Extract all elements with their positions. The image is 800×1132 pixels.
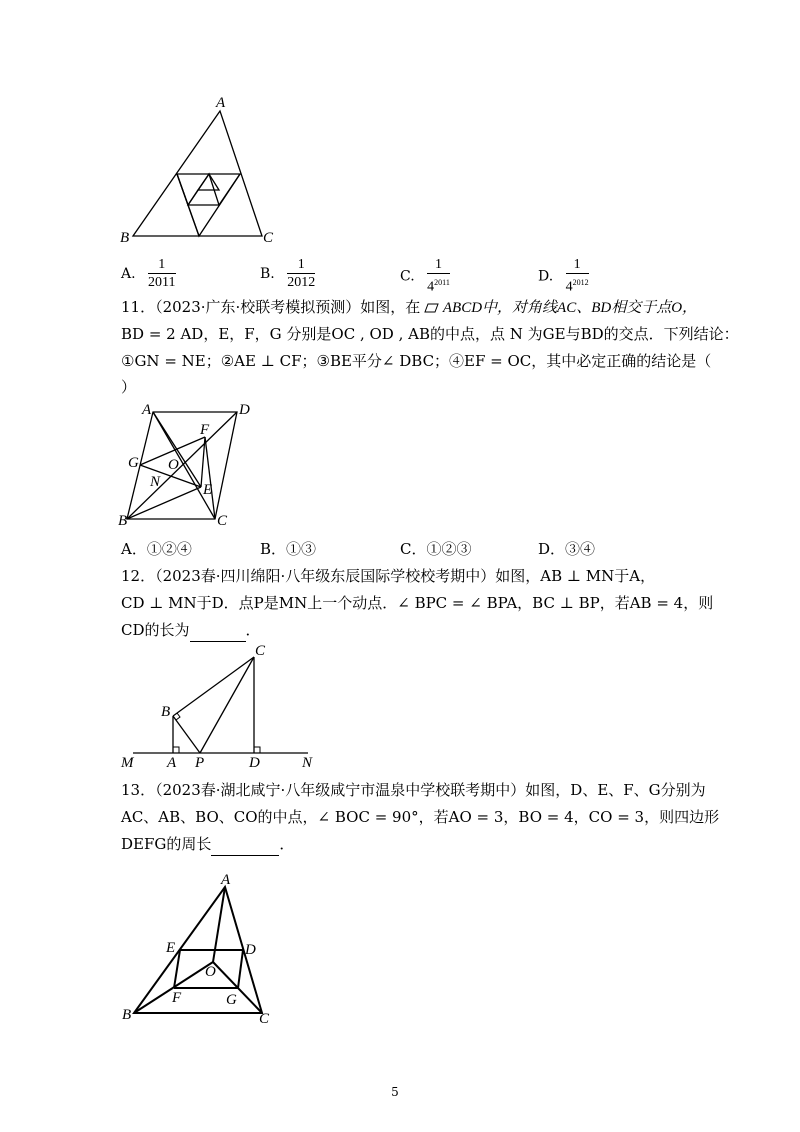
option-text: D．③④ [538, 540, 596, 558]
fraction-numerator: 1 [148, 256, 175, 274]
q11-label-C: C [217, 513, 228, 529]
q10-label-B: B [120, 230, 130, 246]
q12-label-B: B [161, 704, 171, 720]
q11-line4-text: ） [121, 378, 137, 396]
option-text: A．①②④ [121, 540, 192, 558]
q11-label-A: A [142, 402, 152, 418]
q11-line2-text: BD = 2 AD，E，F，G 分别是OC , OD , AB的中点，点 N 为GE与BD的交点．下列结论： [121, 325, 739, 343]
q12-line2-text: CD ⊥ MN于D．点P是MN上一个动点．∠ BPC = ∠ BPA，BC ⊥ BP，若AB = 4，则 [121, 594, 714, 612]
fraction-numerator: 1 [427, 256, 450, 274]
q12-line1-text: 12．（2023春·四川绵阳·八年级东辰国际学校校考期中）如图，AB ⊥ MN于A， [121, 567, 656, 585]
q13-line3-end: ． [279, 835, 295, 853]
q11-label-D: D [239, 402, 250, 418]
fraction-denominator-base: 4 [427, 279, 435, 295]
option-letter: A. [121, 266, 136, 282]
q13-label-O: O [205, 964, 216, 980]
q12-label-M: M [121, 755, 134, 771]
fraction-numerator: 1 [566, 256, 589, 274]
q13-line2-text: AC、AB、BO、CO的中点，∠ BOC = 90°，若AO = 3，BO = 4，CO = 3，则四边形 [121, 808, 720, 826]
q11-line1-rest: ABCD中，对角线AC、BD相交于点O， [442, 300, 698, 316]
q11-number: 11． [121, 298, 156, 316]
page-number: 5 [391, 1085, 399, 1099]
q12-label-A: A [167, 755, 177, 771]
fraction-denominator-exponent: 2012 [572, 278, 589, 287]
q12-label-N: N [302, 755, 313, 771]
q13-label-G: G [226, 992, 237, 1008]
q12-line3-end: ． [245, 621, 261, 639]
q11-source: （2023·广东·校联考模拟预测）如图，在 [155, 298, 421, 316]
option-text: B．①③ [260, 540, 317, 558]
fraction-denominator: 2011 [148, 275, 176, 290]
q13-label-F: F [172, 990, 182, 1006]
q11-label-E: E [203, 482, 213, 498]
q12-label-D: D [249, 755, 260, 771]
q11-label-O: O [168, 457, 179, 473]
q11-label-F: F [200, 422, 210, 438]
option-letter: C. [400, 268, 415, 285]
q13-line1-text: 13．（2023春·湖北咸宁·八年级咸宁市温泉中学校联考期中）如图，D、E、F、G分别为 [121, 781, 706, 799]
q12-line3-text: CD的长为 [121, 621, 190, 639]
q12-label-P: P [195, 755, 205, 771]
fraction-denominator-base: 4 [565, 279, 573, 295]
q13-label-B: B [122, 1007, 132, 1023]
option-text: C．①②③ [400, 540, 472, 558]
q11-label-B: B [118, 513, 128, 529]
q11-label-G: G [128, 455, 139, 471]
fraction-denominator-exponent: 2011 [434, 278, 450, 287]
q11-line3-text: ①GN = NE；②AE ⊥ CF；③BE平分∠ DBC；④EF = OC，其中必定正确的结论是（ [121, 352, 712, 370]
q13-line3-text: DEFG的周长 [121, 835, 212, 853]
option-letter: B. [260, 266, 275, 282]
fraction-denominator: 2012 [287, 275, 316, 290]
option-letter: D. [538, 268, 554, 285]
q13-label-D: D [245, 942, 256, 958]
q12-label-C: C [255, 643, 266, 659]
q10-label-A: A [216, 95, 226, 111]
q11-label-N: N [150, 474, 161, 490]
q13-label-A: A [221, 872, 231, 888]
q13-label-E: E [166, 940, 176, 956]
q10-label-C: C [263, 230, 274, 246]
q13-label-C: C [259, 1011, 270, 1027]
fraction-numerator: 1 [287, 256, 315, 274]
